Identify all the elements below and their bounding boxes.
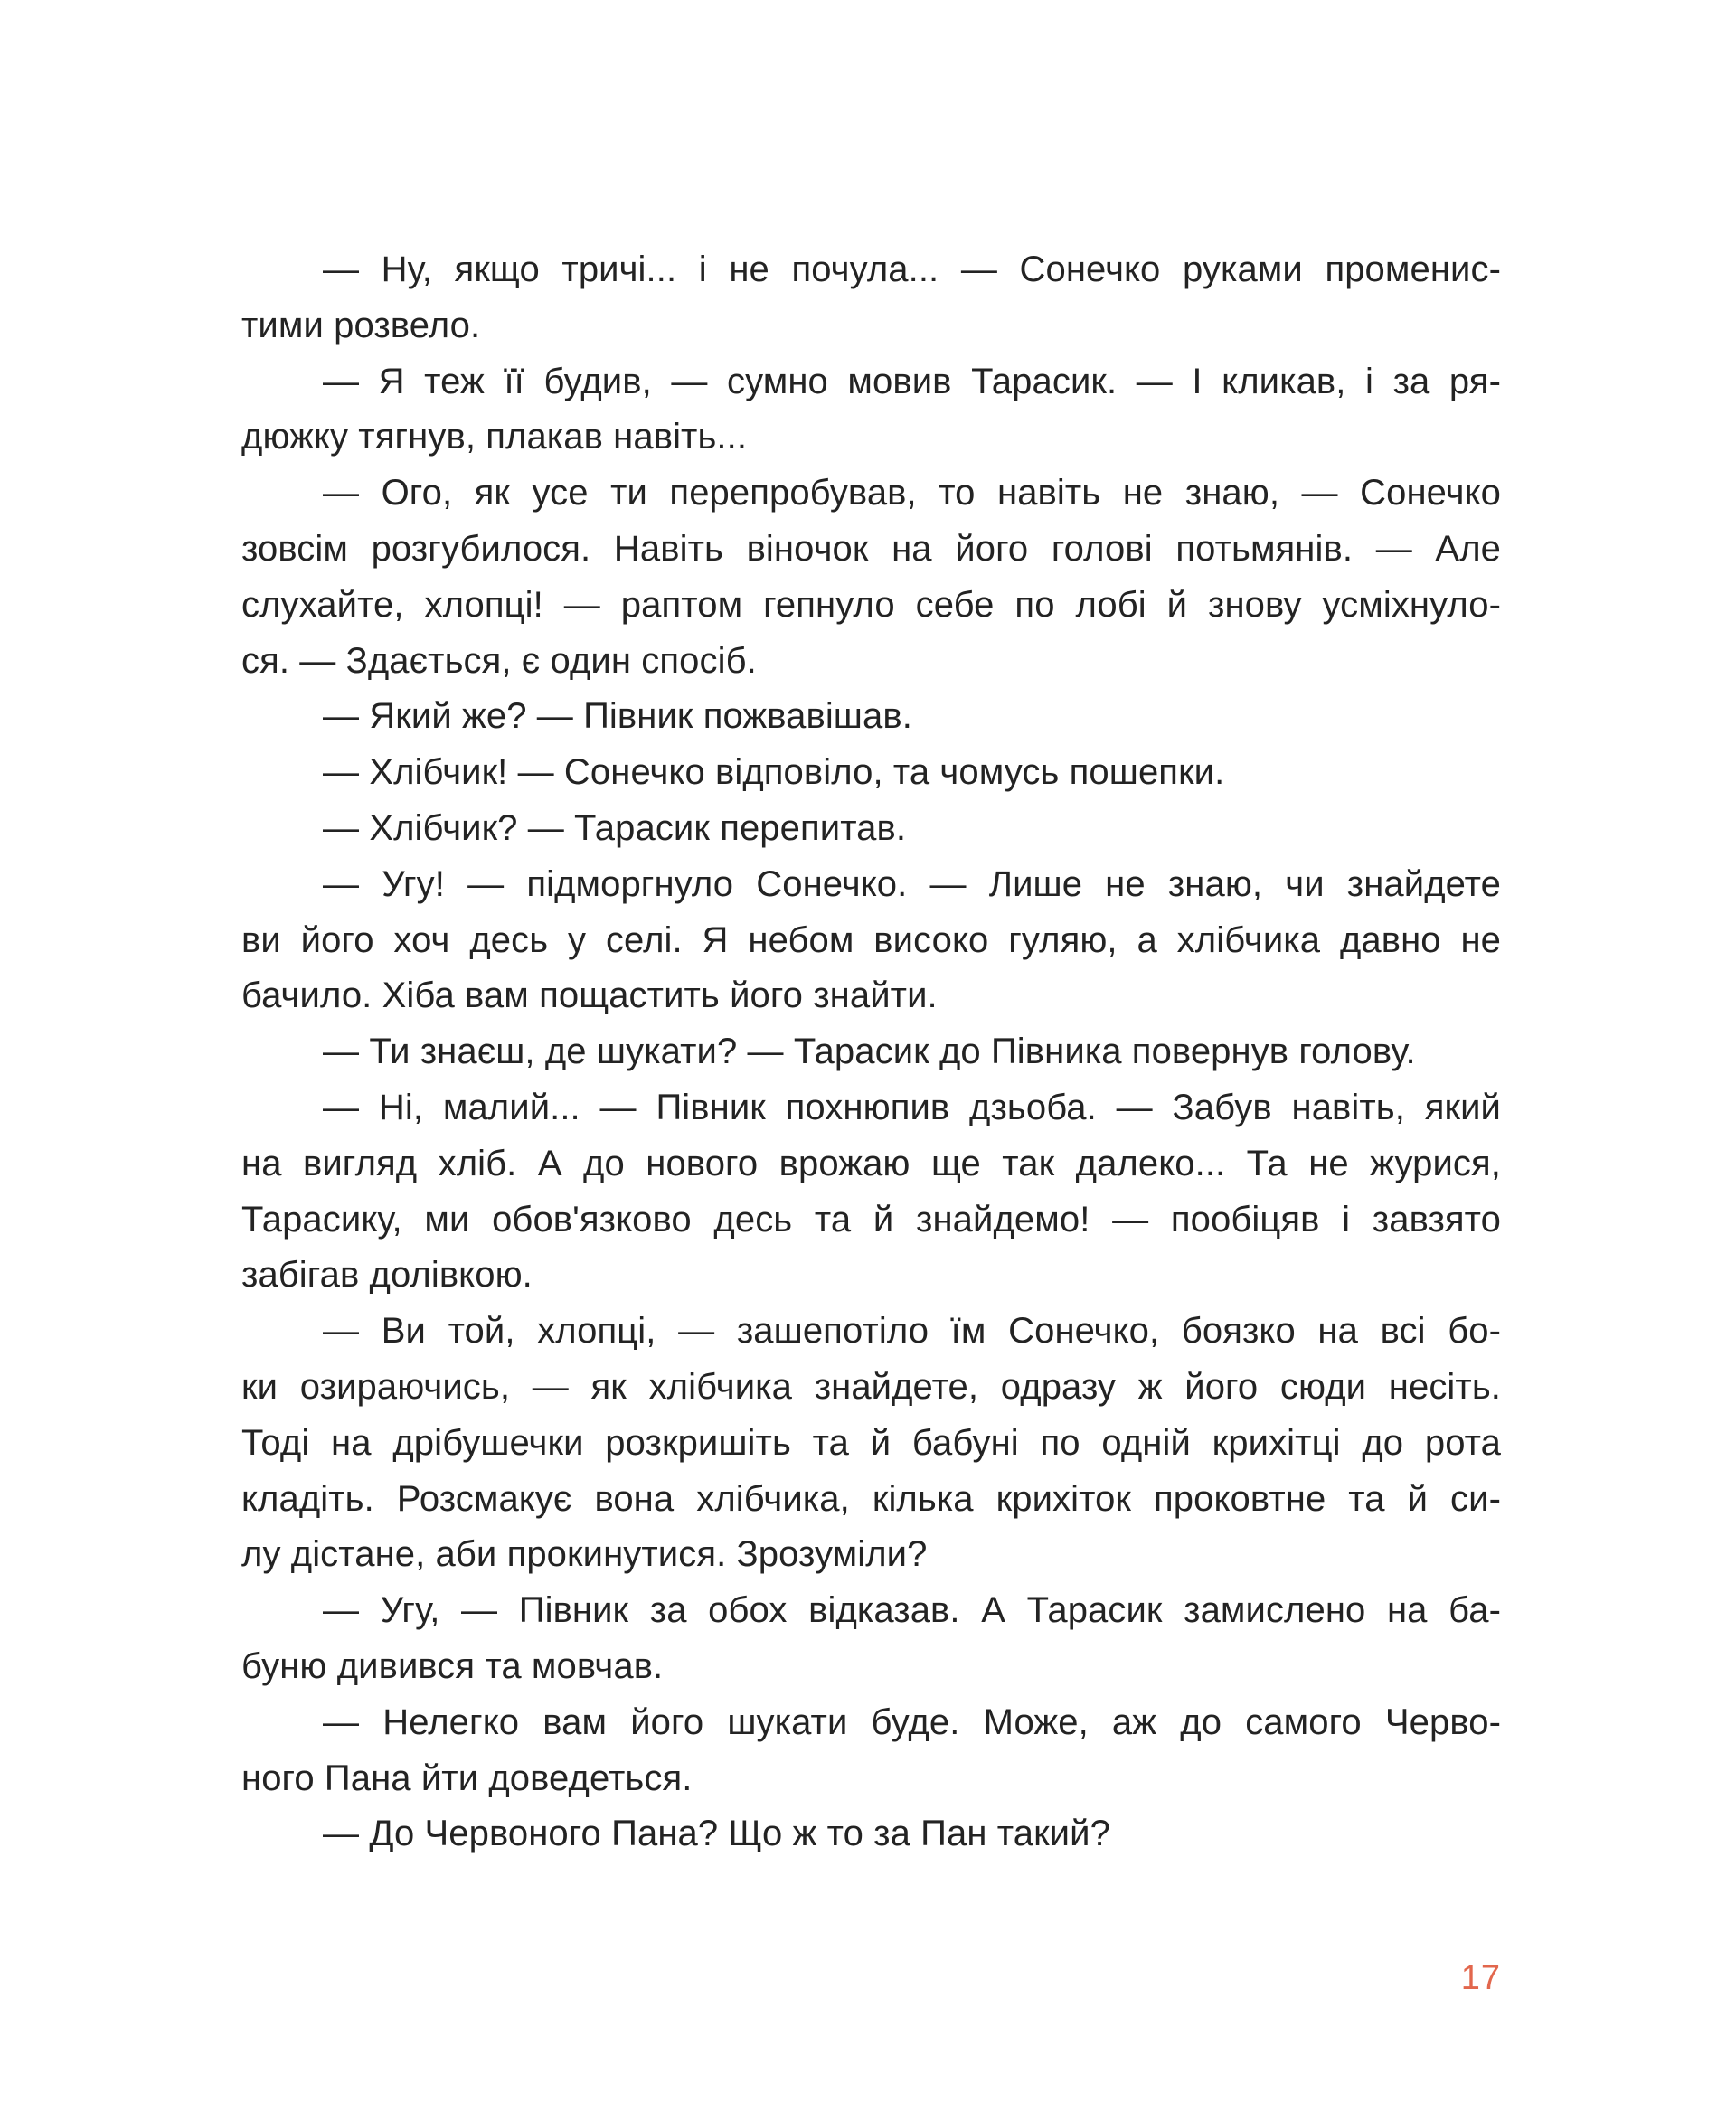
text-line: ви його хоч десь у селі. Я небом високо гуляю, а хлібчика давно не: [241, 919, 1501, 960]
paragraph: [241, 1304, 1501, 1583]
text-line: Тарасику, ми обов'язково десь та й знайдемо! — пообіцяв і завзято: [241, 1199, 1501, 1240]
text-line: на вигляд хліб. А до нового врожаю ще так далеко... Та не журися,: [241, 1143, 1501, 1183]
paragraph: [241, 745, 1501, 801]
paragraph: [241, 1024, 1501, 1080]
paragraph: [241, 1583, 1501, 1695]
text-line: — Угу, — Півник за обох відказав. А Тарасик замислено на ба-: [323, 1590, 1501, 1631]
text-line: слухайте, хлопці! — раптом гепнуло себе по лобі й знову усміхнуло-: [241, 584, 1501, 625]
text-line: — Я теж її будив, — сумно мовив Тарасик. — І кликав, і за ря-: [323, 361, 1501, 401]
text-line: ся. — Здається, є один спосіб.: [241, 640, 757, 681]
page-number: 17: [1460, 1959, 1501, 1997]
text-line: — Ого, як усе ти перепробував, то навіть не знаю, — Сонечко: [323, 473, 1501, 514]
text-line: — Який же? — Півник пожвавішав.: [323, 696, 912, 737]
text-line: ки озираючись, — як хлібчика знайдете, одразу ж його сюди несіть.: [241, 1366, 1501, 1407]
text-line: — До Червоного Пана? Що ж то за Пан такий?: [323, 1814, 1110, 1854]
text-line: тими розвело.: [241, 305, 481, 345]
text-line: бачило. Хіба вам пощастить його знайти.: [241, 976, 938, 1016]
text-line: буню дивився та мовчав.: [241, 1645, 664, 1686]
text-line: кладіть. Розсмакує вона хлібчика, кілька крихіток проковтне та й си-: [241, 1478, 1501, 1519]
text-line: Тоді на дрібушечки розкришіть та й бабуні по одній крихітці до рота: [241, 1422, 1501, 1463]
text-line: — Ви той, хлопці, — зашепотіло їм Сонечко, боязко на всі бо-: [323, 1311, 1501, 1352]
paragraph: [241, 466, 1501, 689]
text-line: зовсім розгубилося. Навіть віночок на його голові потьмянів. — Але: [241, 528, 1501, 569]
paragraph: [241, 857, 1501, 1024]
paragraph: [241, 801, 1501, 857]
text-line: — Хлібчик? — Тарасик перепитав.: [323, 807, 907, 848]
paragraph: [241, 242, 1501, 354]
text-line: — Ти знаєш, де шукати? — Тарасик до Півника повернув голову.: [323, 1032, 1416, 1072]
paragraph: [241, 1806, 1501, 1862]
paragraph: [241, 354, 1501, 467]
paragraph: [241, 1695, 1501, 1807]
story-text-block: [241, 242, 1501, 1862]
paragraph: [241, 689, 1501, 745]
paragraph: [241, 1080, 1501, 1304]
text-line: ного Пана йти доведеться.: [241, 1758, 693, 1798]
text-line: — Ні, малий... — Півник похнюпив дзьоба. — Забув навіть, який: [323, 1087, 1501, 1127]
text-line: — Хлібчик! — Сонечко відповіло, та чомусь пошепки.: [323, 752, 1225, 793]
text-line: — Угу! — підморгнуло Сонечко. — Лише не знаю, чи знайдете: [323, 863, 1501, 904]
text-line: дюжку тягнув, плакав навіть...: [241, 417, 748, 457]
text-line: — Ну, якщо тричі... і не почула... — Сонечко руками променис-: [323, 250, 1501, 289]
text-line: лу дістане, аби прокинутися. Зрозуміли?: [241, 1534, 928, 1575]
text-line: — Нелегко вам його шукати буде. Може, аж до самого Черво-: [323, 1701, 1501, 1742]
text-line: забігав долівкою.: [241, 1255, 533, 1296]
